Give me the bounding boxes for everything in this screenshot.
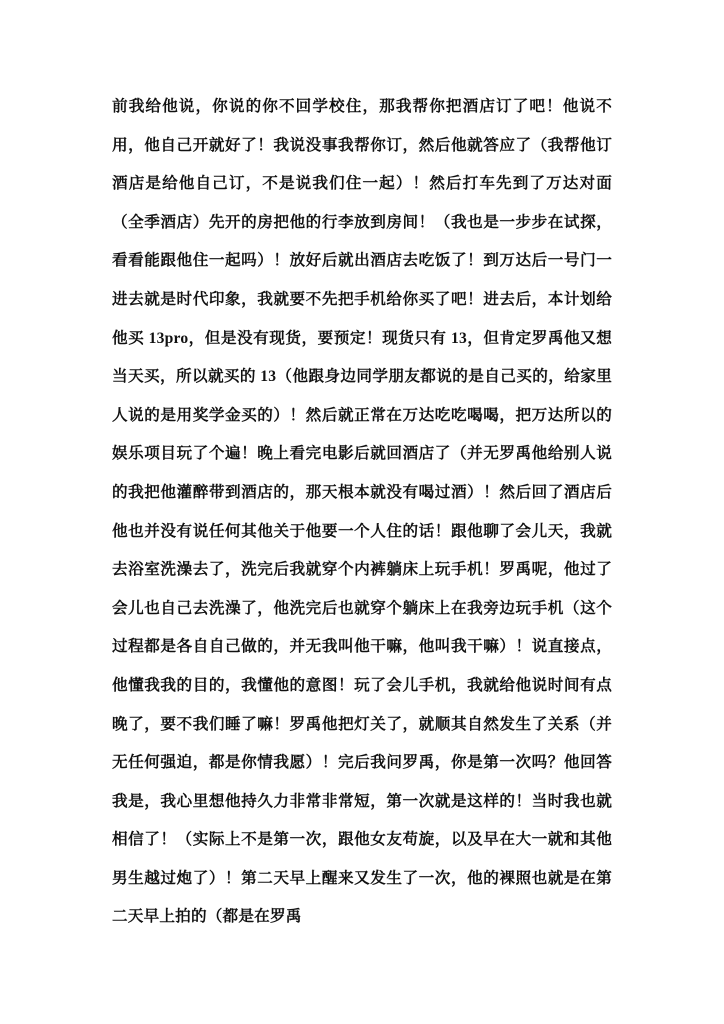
paragraph: 前我给他说，你说的你不回学校住，那我帮你把酒店订了吧！他说不用，他自己开就好了！我说没事我帮你订，然后他就答应了（我帮他订酒店是给他自己订，不是说我们住一起）！然后打车先到了万达对面（全季酒店）先开的房把他的行李放到房间！（我也是一步步在试探，看看能跟他住一起吗）！放好后就出酒店去吃饭了！到万达后一号门一进去就是时代印象，我就要不先把手机给你买了吧！进去后，本计划给他买 13pro，但是没有现货，要预定！现货只有 13，但肯定罗禹他又想当天买，所以就买的 13（他跟身边同学朋友都说的是自己买的，给家里人说的是用奖学金买的）！然后就正常在万达吃吃喝喝，把万达所以的娱乐项目玩了个遍！晚上看完电影后就回酒店了（并无罗禹他给别人说的我把他灌醉带到酒店的，那天根本就没有喝过酒）！然后回了酒店后他也并没有说任何其他关于他要一个人住的话！跟他聊了会儿天，我就去浴室洗澡去了，洗完后我就穿个内裤躺床上玩手机！罗禹呢，他过了会儿也自己去洗澡了，他洗完后也就穿个躺床上在我旁边玩手机（这个过程都是各自自己做的，并无我叫他干嘛，他叫我干嘛）！说直接点，他懂我我的目的，我懂他的意图！玩了会儿手机，我就给他说时间有点晚了，要不我们睡了嘛！罗禹他把灯关了，就顺其自然发生了关系（并无任何强迫，都是你情我愿）！完后我问罗禹，你是第一次吗？他回答我是，我心里想他持久力非常非常短，第一次就是这样的！当时我也就相信了！（实际上不是第一次，跟他女友苟旋，以及早在大一就和其他男生越过炮了）！第二天早上醒来又发生了一次，他的裸照也就是在第二天早上拍的（都是在罗禹 <box>112 98 612 926</box>
document-body <box>112 88 612 937</box>
